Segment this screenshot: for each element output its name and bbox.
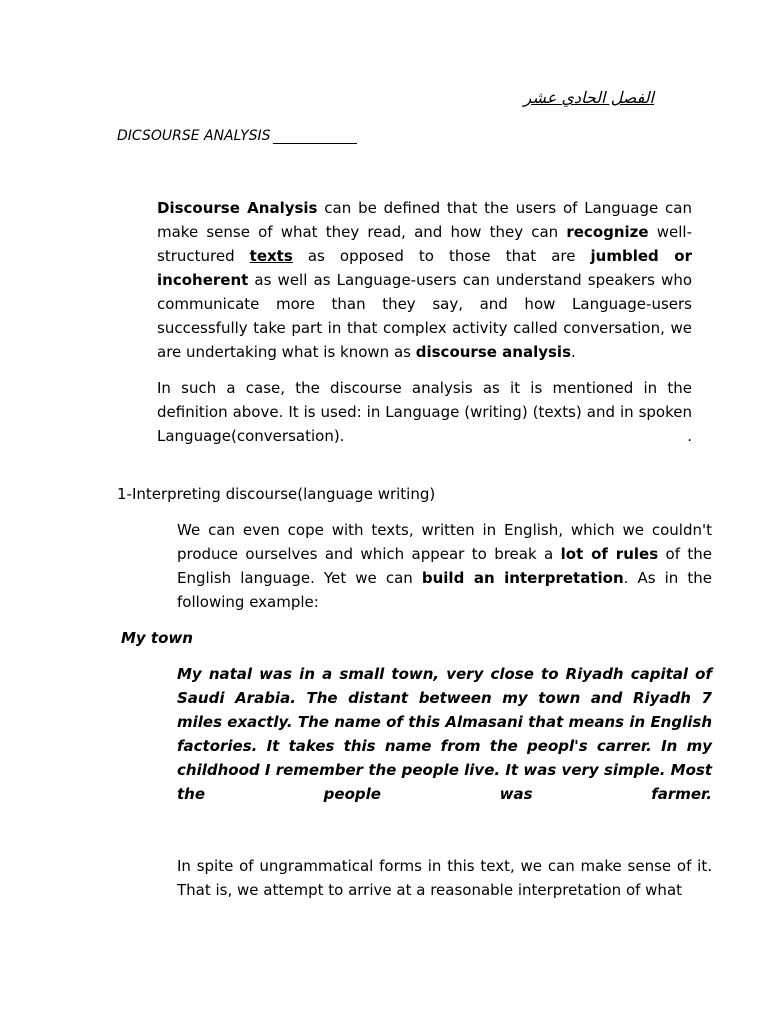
paragraph-text: can be defined that the users of Language can make sense of what they read, and how they can xyxy=(157,199,692,241)
section-1-title: 1-Interpreting discourse(language writing) xyxy=(117,485,436,503)
paragraph-text: . As in the following example: xyxy=(177,569,712,611)
term-recognize: recognize xyxy=(566,223,649,241)
term-discourse-analysis-2: discourse analysis xyxy=(415,343,571,361)
paragraph-text: of the English language. Yet we can xyxy=(177,545,712,587)
example-essay xyxy=(117,662,712,806)
section-heading xyxy=(117,128,357,144)
chapter-title: الفصل الحادي عشر xyxy=(523,88,654,107)
trailing-dot: . xyxy=(687,427,692,445)
paragraph-usage xyxy=(117,376,692,448)
paragraph-text: . xyxy=(571,343,576,361)
paragraph-text: In such a case, the discourse analysis as it is mentioned in the definition above. It is used: in Language (writing) (texts) and in spoken Language(conversation). xyxy=(157,379,692,445)
paragraph-interpretation xyxy=(117,518,712,614)
example-title: My town xyxy=(121,629,193,647)
term-build-interpretation: build an interpretation xyxy=(421,569,624,587)
term-jumbled: jumbled or incoherent xyxy=(157,247,692,289)
term-texts: texts xyxy=(249,247,293,265)
section-heading-text: DICSOURSE ANALYSIS xyxy=(117,128,271,144)
term-lot-of-rules: lot of rules xyxy=(560,545,659,563)
paragraph-ungrammatical: In spite of ungrammatical forms in this text, we can make sense of it. That is, we attempt to arrive at a reasonable interpretation of what xyxy=(177,857,712,899)
heading-underline-fill xyxy=(273,129,357,144)
term-discourse-analysis: Discourse Analysis xyxy=(157,199,318,217)
example-essay-text: My natal was in a small town, very close to Riyadh capital of Saudi Arabia. The distant between my town and Riyadh 7 miles exactly. The name of this Almasani that means in English factories. It takes this name from the peopl's carrer. In my childhood I remember the people live. It was very simple. Most the people was farmer. xyxy=(177,665,712,803)
paragraph-text: We can even cope with texts, written in English, which we couldn't produce ourselves and which appear to break a xyxy=(177,521,712,563)
paragraph-text: well-structured xyxy=(157,223,692,265)
paragraph-text: as well as Language-users can understand speakers who communicate more than they say, and how Language-users successfully take part in that complex activity called conversation, we are undertaking what is known as xyxy=(157,271,692,361)
paragraph-text: as opposed to those that are xyxy=(292,247,591,265)
paragraph-definition xyxy=(117,196,692,364)
